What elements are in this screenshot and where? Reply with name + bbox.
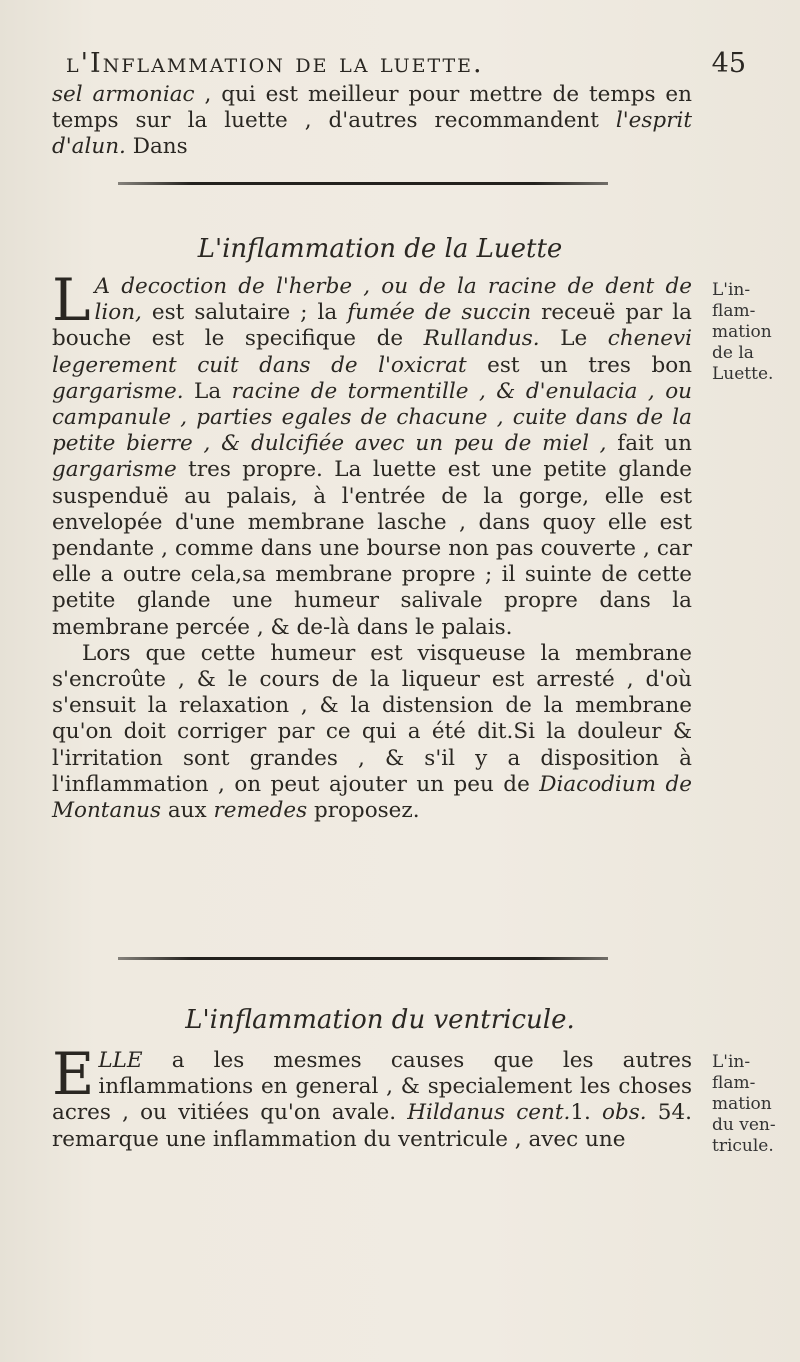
drop-cap: L (52, 266, 91, 334)
section-title-luette: L'inflammation de la Luette (197, 234, 563, 264)
continuation-part-1: sel armoniac (52, 82, 195, 107)
text-run: obs. (602, 1100, 647, 1126)
section-title-ventricule: L'inflammation du ventricule. (185, 1005, 575, 1035)
text-run: tres propre. La luette est une petite glande suspenduë au palais, à l'entrée de la gorge, elle est envelopée d'une membrane lasche , dans quoy elle est pendante , comme dans une bourse non pas couverte , car elle a outre cela,sa membrane propre ; il suinte de cette petite glande une humeur salivale propre dans la membrane percée , & de-là dans le palais. (52, 457, 692, 640)
section-divider (118, 957, 608, 960)
paragraph (52, 266, 693, 641)
paragraph (52, 1040, 692, 1153)
margin-note-ventricule: L'in- flam- mation du ven- tricule. (712, 1052, 776, 1156)
continuation-part-2: , qui est meilleur pour mettre de temps en temps sur la luette , d'autres recommandent (52, 82, 693, 134)
text-run: fait un (606, 431, 692, 457)
drop-cap: E (52, 1040, 95, 1108)
text-run: La (183, 378, 232, 404)
text-run: Rullandus. (423, 326, 540, 352)
text-run: a les mesmes causes que les autres inflammations en general , & specialement les choses acres , ou vitiées qu'on avale. (52, 1048, 692, 1126)
text-run: est salutaire ; la (141, 300, 348, 326)
text-run: 54. remarque une inflammation du ventricule , avec une (52, 1100, 692, 1152)
text-run: receuë par la bouche est le specifique de (52, 300, 692, 352)
text-run: Lors que cette humeur est visqueuse la membrane s'encroûte , & le cours de la liqueur est arresté , d'où s'ensuit la relaxation , & la distension de la membrane qu'on doit corriger par ce qui a été dit.Si la douleur & l'irritation sont grandes , & s'il y a disposition à l'inflammation , on peut ajouter un peu de (52, 640, 692, 797)
text-run: aux (161, 798, 214, 824)
section-divider (118, 182, 608, 185)
running-head-title: l'Inflammation de la luette. (66, 48, 484, 79)
margin-note-luette: L'in- flam- mation de la Luette. (712, 280, 774, 384)
text-run: fumée de succin (347, 300, 532, 326)
text-run: racine de tormentille , & d'enulacia , ou campanule , parties egales de chacune , cuite dans de la petite bierre , & dulcifiée avec un peu de miel , (52, 378, 693, 457)
text-run: gargarisme (52, 457, 177, 483)
text-run: est un tres bon (466, 352, 693, 378)
text-run: Le (539, 326, 608, 352)
text-run: remedes (213, 798, 308, 824)
page-number: 45 (711, 48, 746, 79)
continuation-text (52, 82, 692, 161)
text-run: chenevi legerement cuit dans de l'oxicrat (52, 326, 692, 378)
continuation-part-3: l'esprit d'alun. (52, 108, 692, 160)
text-run: gargarisme. (52, 378, 184, 404)
text-run: proposez. (307, 798, 420, 824)
text-run: LLE (98, 1048, 143, 1073)
running-head (66, 48, 746, 79)
text-run: Diacodium de Montanus (52, 771, 692, 824)
continuation-part-4: Dans (125, 134, 188, 160)
paragraph (52, 641, 692, 824)
section-body-luette (52, 266, 693, 824)
section-body-ventricule (52, 1040, 692, 1153)
text-run: 1. (570, 1100, 603, 1126)
text-run: A decoction de l'herbe , ou de la racine de dent de lion, (94, 274, 692, 326)
text-run: Hildanus cent. (407, 1100, 571, 1126)
